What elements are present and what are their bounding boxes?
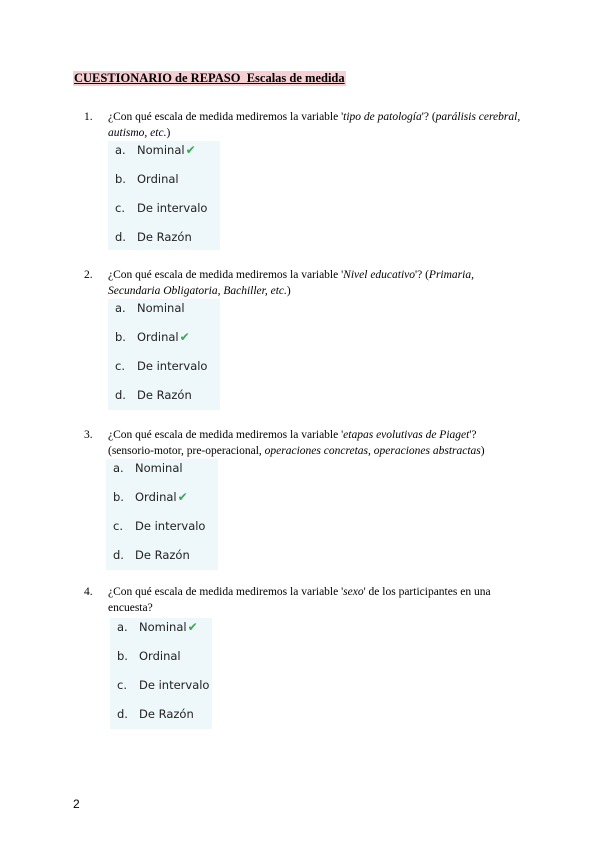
question-suffix: '? ( (421, 111, 436, 123)
option-label: Nominal (137, 143, 185, 157)
question-prefix: ¿Con qué escala de medida mediremos la variable ' (108, 586, 344, 598)
option-letter: d. (113, 548, 124, 562)
option-label: De Razón (137, 230, 192, 244)
question-4 (84, 585, 524, 729)
question-3 (84, 428, 524, 570)
question-number: 4. (84, 586, 93, 598)
question-text (84, 585, 524, 616)
option-letter: b. (117, 649, 128, 663)
option-label: De Razón (139, 707, 194, 721)
check-icon: ✔ (185, 143, 196, 157)
variable-name: tipo de patología (343, 111, 422, 123)
option-label: Ordinal (135, 490, 177, 504)
question-text (84, 268, 524, 299)
option-letter: a. (117, 620, 128, 634)
option-letter: d. (115, 230, 126, 244)
option-label: De Razón (137, 388, 192, 402)
option-letter: b. (115, 330, 126, 344)
option-c[interactable] (106, 519, 218, 548)
option-d[interactable] (106, 548, 218, 570)
option-letter: c. (117, 678, 127, 692)
option-d[interactable] (110, 707, 212, 729)
variable-name: sexo (343, 586, 364, 598)
option-label: Nominal (139, 620, 187, 634)
option-a[interactable] (106, 461, 218, 490)
question-close: ) (286, 284, 291, 297)
options-list (108, 299, 220, 410)
option-label: Ordinal (137, 172, 179, 186)
question-prefix: ¿Con qué escala de medida mediremos la variable ' (108, 269, 344, 281)
question-suffix: '? ( (415, 269, 429, 281)
option-b[interactable] (106, 490, 218, 519)
option-label: Nominal (137, 301, 185, 315)
document-title: CUESTIONARIO de REPASO_Escalas de medida (74, 71, 345, 85)
option-c[interactable] (108, 201, 220, 230)
option-a[interactable] (110, 620, 212, 649)
question-suffix: '? (sensorio-motor, pre-operacional, (108, 429, 477, 457)
option-b[interactable] (110, 649, 212, 678)
option-letter: a. (113, 461, 124, 475)
option-c[interactable] (108, 359, 220, 388)
option-letter: d. (117, 707, 128, 721)
options-list (108, 141, 220, 250)
option-label: De intervalo (139, 678, 210, 692)
option-letter: a. (115, 301, 126, 315)
option-letter: d. (115, 388, 126, 402)
question-prefix: ¿Con qué escala de medida mediremos la variable ' (108, 429, 344, 441)
question-close: ) (480, 444, 485, 457)
question-text (84, 110, 524, 141)
option-label: Ordinal (137, 330, 179, 344)
option-label: De intervalo (137, 201, 208, 215)
question-suffix: ' de los participantes en una encuesta? (108, 586, 491, 614)
check-icon: ✔ (179, 330, 190, 344)
variable-name: Nivel educativo (343, 269, 416, 281)
option-label: Nominal (135, 461, 183, 475)
question-number: 3. (84, 429, 93, 441)
option-a[interactable] (108, 143, 220, 172)
page-number: 2 (73, 797, 80, 811)
question-prefix: ¿Con qué escala de medida mediremos la variable ' (108, 111, 344, 123)
examples-text: operaciones concretas, operaciones abstractas (264, 444, 481, 457)
option-b[interactable] (108, 172, 220, 201)
question-text (84, 428, 524, 459)
examples-text: parálisis cerebral, autismo, etc. (108, 111, 521, 139)
option-letter: b. (115, 172, 126, 186)
option-a[interactable] (108, 301, 220, 330)
variable-name: etapas evolutivas de Piaget (343, 429, 470, 441)
option-letter: c. (113, 519, 123, 533)
option-label: De intervalo (137, 359, 208, 373)
check-icon: ✔ (187, 620, 198, 634)
option-letter: a. (115, 143, 126, 157)
option-letter: b. (113, 490, 124, 504)
option-b[interactable] (108, 330, 220, 359)
question-2 (84, 268, 524, 410)
question-1 (84, 110, 524, 250)
option-letter: c. (115, 359, 125, 373)
question-number: 1. (84, 111, 93, 123)
options-list (106, 459, 218, 570)
option-label: Ordinal (139, 649, 181, 663)
examples-text: Primaria, Secundaria Obligatoria, Bachiller, etc. (108, 269, 474, 297)
option-label: De Razón (135, 548, 190, 562)
check-icon: ✔ (177, 490, 188, 504)
question-number: 2. (84, 269, 93, 281)
option-c[interactable] (110, 678, 212, 707)
question-close: ) (166, 126, 171, 139)
option-letter: c. (115, 201, 125, 215)
option-label: De intervalo (135, 519, 206, 533)
option-d[interactable] (108, 230, 220, 250)
option-d[interactable] (108, 388, 220, 410)
options-list (110, 618, 212, 729)
